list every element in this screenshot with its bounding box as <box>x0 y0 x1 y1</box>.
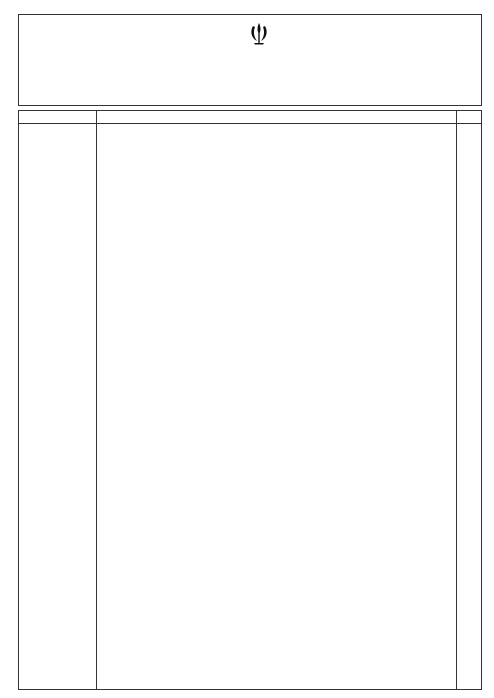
header-student-info <box>361 15 481 105</box>
exam-page <box>18 14 482 690</box>
iran-emblem-icon <box>248 21 270 45</box>
header-exam-info <box>17 15 156 105</box>
column-divider <box>456 111 457 689</box>
header-institution <box>156 15 361 105</box>
column-divider <box>96 111 97 689</box>
questions-table <box>18 110 482 690</box>
exam-header <box>18 14 482 106</box>
table-header <box>19 111 481 124</box>
